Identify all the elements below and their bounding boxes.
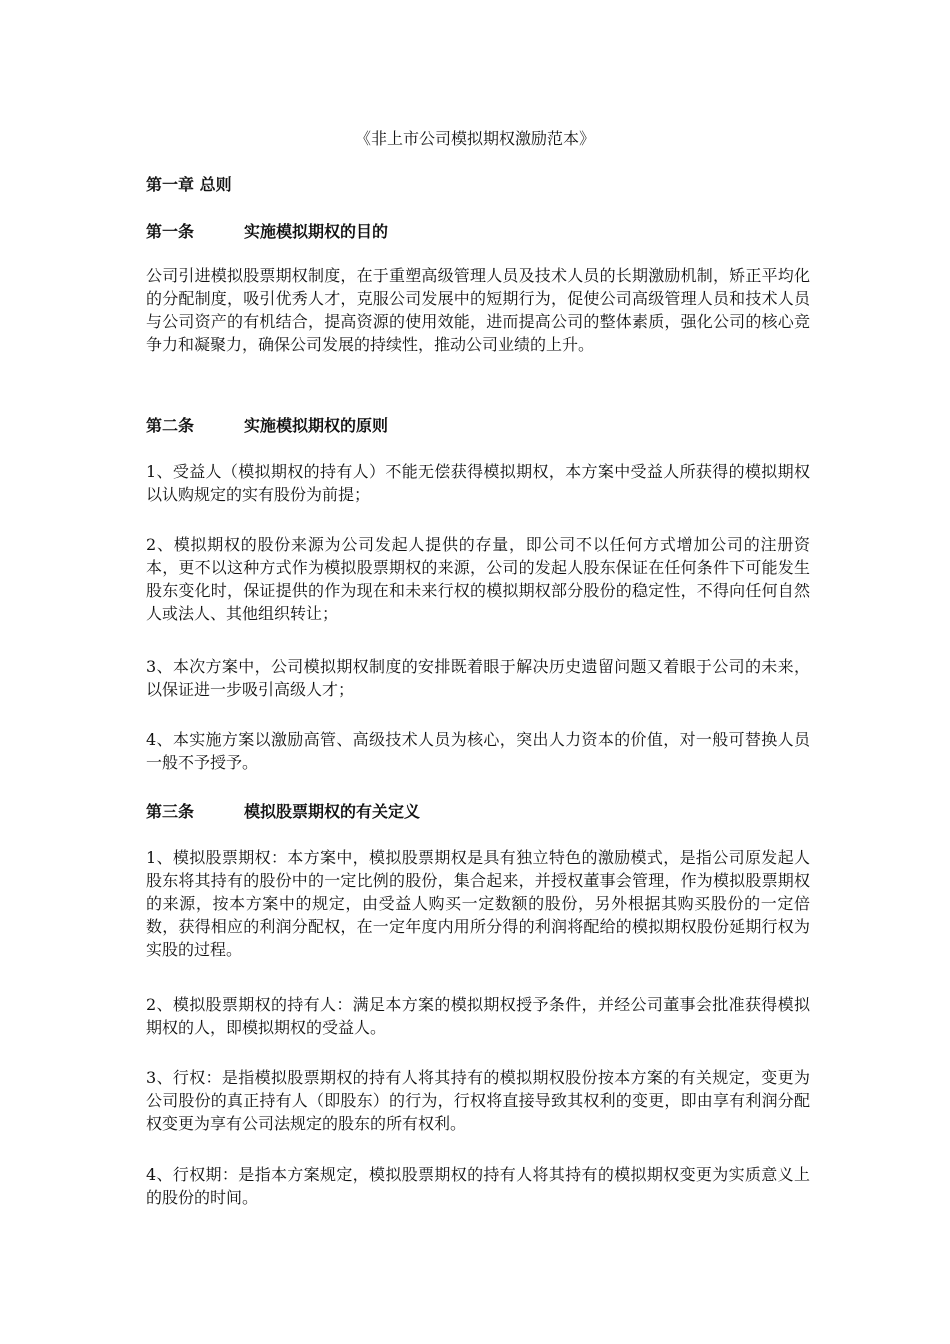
article-2-paragraph-4: 4、本实施方案以激励高管、高级技术人员为核心，突出人力资本的价值，对一般可替换人员一般不予授予。 <box>146 730 810 772</box>
article-2-heading <box>146 415 388 437</box>
article-3-paragraph-1: 1、模拟股票期权：本方案中，模拟股票期权是具有独立特色的激励模式，是指公司原发起人股东将其持有的股份中的一定比例的股份，集合起来，并授权董事会管理，作为模拟股票期权的来源，按本方案中的规定，由受益人购买一定数额的股份，另外根据其购买股份的一定倍数，获得相应的利润分配权，在一定年度内用所分得的利润将配给的模拟期权股份延期行权为实股的过程。 <box>146 848 810 959</box>
article-1-heading <box>146 221 388 243</box>
article-title: 模拟股票期权的有关定义 <box>244 802 421 821</box>
article-3-paragraph-2: 2、模拟股票期权的持有人：满足本方案的模拟期权授予条件，并经公司董事会批准获得模拟期权的人，即模拟期权的受益人。 <box>146 995 810 1037</box>
article-1-paragraph-1: 公司引进模拟股票期权制度，在于重塑高级管理人员及技术人员的长期激励机制，矫正平均化的分配制度，吸引优秀人才，克服公司发展中的短期行为，促使公司高级管理人员和技术人员与公司资产的有机结合，提高资源的使用效能，进而提高公司的整体素质，强化公司的核心竞争力和凝聚力，确保公司发展的持续性，推动公司业绩的上升。 <box>146 266 810 354</box>
article-title: 实施模拟期权的原则 <box>244 416 389 435</box>
document-title: 《非上市公司模拟期权激励范本》 <box>354 129 595 148</box>
article-3-paragraph-3: 3、行权：是指模拟股票期权的持有人将其持有的模拟期权股份按本方案的有关规定，变更为公司股份的真正持有人（即股东）的行为，行权将直接导致其权利的变更，即由享有利润分配权变更为享有公司法规定的股东的所有权利。 <box>146 1068 810 1133</box>
article-3-paragraph-4: 4、行权期：是指本方案规定，模拟股票期权的持有人将其持有的模拟期权变更为实质意义上的股份的时间。 <box>146 1165 810 1207</box>
chapter-heading: 第一章 总则 <box>146 175 232 194</box>
article-number: 第二条 <box>146 416 195 435</box>
article-3-heading <box>146 801 420 823</box>
article-title: 实施模拟期权的目的 <box>244 222 389 241</box>
article-2-paragraph-2: 2、模拟期权的股份来源为公司发起人提供的存量，即公司不以任何方式增加公司的注册资本，更不以这种方式作为模拟股票期权的来源，公司的发起人股东保证在任何条件下可能发生股东变化时，保证提供的作为现在和未来行权的模拟期权部分股份的稳定性，不得向任何自然人或法人、其他组织转让； <box>146 535 810 623</box>
article-2-paragraph-1: 1、受益人（模拟期权的持有人）不能无偿获得模拟期权，本方案中受益人所获得的模拟期权以认购规定的实有股份为前提； <box>146 462 810 504</box>
article-number: 第三条 <box>146 802 195 821</box>
article-number: 第一条 <box>146 222 195 241</box>
article-2-paragraph-3: 3、本次方案中，公司模拟期权制度的安排既着眼于解决历史遗留问题又着眼于公司的未来，以保证进一步吸引高级人才； <box>146 657 810 699</box>
